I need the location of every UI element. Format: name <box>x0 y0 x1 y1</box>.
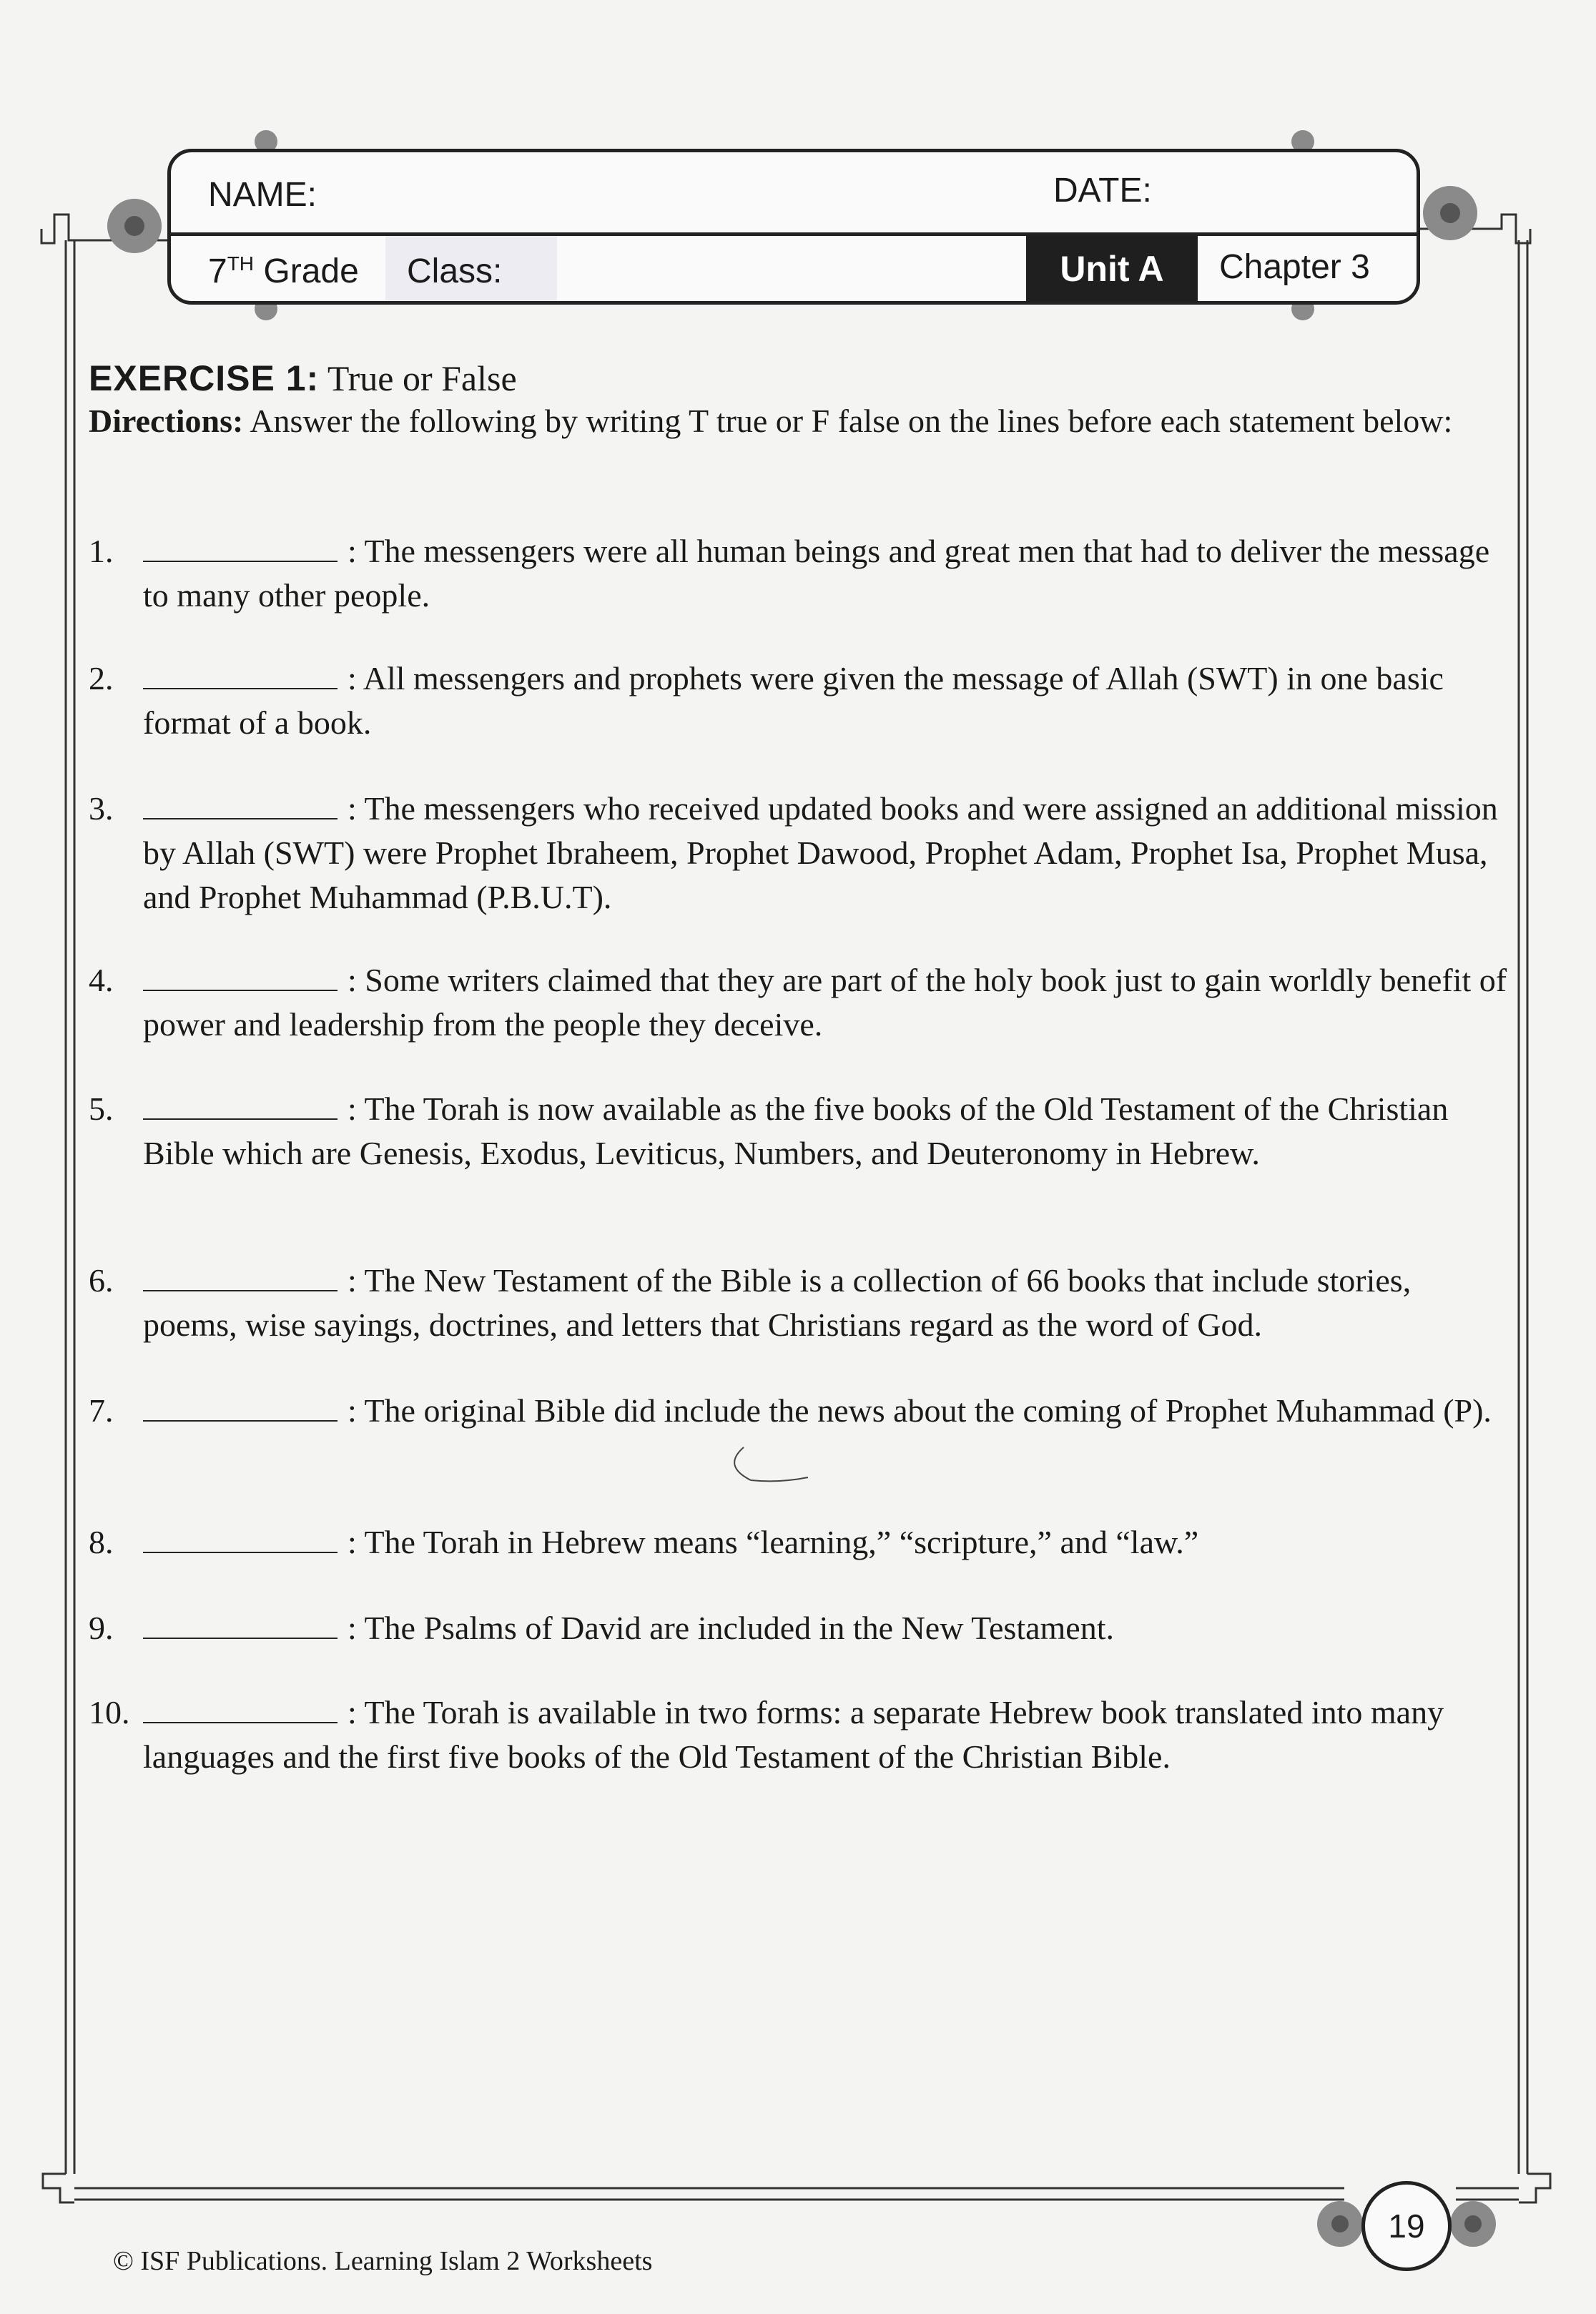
header-box <box>167 149 1420 305</box>
question-8 <box>89 1520 1512 1565</box>
question-number: 10. <box>89 1694 130 1730</box>
directions-text: Answer the following by writing T true or F false on the lines before each statement below: <box>250 403 1453 439</box>
question-number: 7. <box>89 1392 114 1429</box>
name-label: NAME: <box>208 176 317 214</box>
grade-superscript: TH <box>227 252 255 275</box>
question-text: : The messengers who received updated books and were assigned an additional mission by Allah (SWT) were Prophet Ibraheem, Prophet Dawood, Prophet Adam, Prophet Isa, Prophet Musa, and Prophet Muhammad (P.B.U.T). <box>143 790 1498 915</box>
exercise-number: EXERCISE 1: <box>89 358 320 398</box>
answer-blank[interactable] <box>143 1609 338 1639</box>
question-number: 5. <box>89 1090 114 1127</box>
question-text: : The Torah in Hebrew means “learning,” “scripture,” and “law.” <box>348 1524 1199 1560</box>
answer-blank[interactable] <box>143 961 338 991</box>
question-7 <box>89 1389 1512 1433</box>
grade-number: 7 <box>208 252 227 290</box>
question-4 <box>89 958 1512 1047</box>
question-number: 1. <box>89 533 114 569</box>
chapter-label: Chapter 3 <box>1219 248 1370 286</box>
question-text: : Some writers claimed that they are part of the holy book just to gain worldly benefit of power and leadership from the people they deceive. <box>143 962 1507 1043</box>
question-number: 6. <box>89 1262 114 1299</box>
directions <box>89 399 1490 443</box>
answer-blank[interactable] <box>143 1693 338 1723</box>
question-3 <box>89 787 1512 920</box>
date-label: DATE: <box>1053 172 1152 210</box>
question-9 <box>89 1606 1512 1650</box>
question-number: 8. <box>89 1524 114 1560</box>
unit-badge: Unit A <box>1026 236 1198 301</box>
answer-blank[interactable] <box>143 789 338 819</box>
question-text: : All messengers and prophets were given the message of Allah (SWT) in one basic format of a book. <box>143 660 1444 741</box>
question-text: : The New Testament of the Bible is a collection of 66 books that include stories, poems, wise sayings, doctrines, and letters that Christians regard as the word of God. <box>143 1262 1412 1343</box>
question-text: : The Psalms of David are included in the New Testament. <box>348 1610 1114 1646</box>
question-number: 2. <box>89 660 114 696</box>
footer-copyright: © ISF Publications. Learning Islam 2 Worksheets <box>113 2246 653 2276</box>
question-10 <box>89 1690 1512 1779</box>
question-number: 9. <box>89 1610 114 1646</box>
answer-blank[interactable] <box>143 1090 338 1120</box>
class-label: Class: <box>407 252 503 290</box>
answer-blank[interactable] <box>143 1523 338 1553</box>
answer-blank[interactable] <box>143 1392 338 1422</box>
question-text: : The original Bible did include the news about the coming of Prophet Muhammad (P). <box>348 1392 1492 1429</box>
question-text: : The Torah is now available as the five books of the Old Testament of the Christian Bible which are Genesis, Exodus, Leviticus, Numbers, and Deuteronomy in Hebrew. <box>143 1090 1449 1171</box>
header-row-name-date <box>171 152 1417 232</box>
question-6 <box>89 1259 1512 1347</box>
question-text: : The messengers were all human beings and great men that had to deliver the message to many other people. <box>143 533 1490 614</box>
page-number: 19 <box>1361 2181 1452 2271</box>
question-number: 4. <box>89 962 114 998</box>
answer-blank[interactable] <box>143 532 338 562</box>
grade-word: Grade <box>263 252 359 290</box>
answer-blank[interactable] <box>143 1261 338 1291</box>
question-2 <box>89 656 1512 745</box>
question-1 <box>89 529 1512 618</box>
directions-label: Directions: <box>89 403 244 439</box>
question-number: 3. <box>89 790 114 827</box>
question-text: : The Torah is available in two forms: a separate Hebrew book translated into many languages and the first five books of the Old Testament of the Christian Bible. <box>143 1694 1444 1775</box>
header-row-grade-class <box>171 232 1417 301</box>
exercise-subtitle: True or False <box>327 358 517 398</box>
exercise-title <box>89 358 517 399</box>
grade-label <box>208 252 359 291</box>
answer-blank[interactable] <box>143 659 338 689</box>
question-5 <box>89 1087 1512 1176</box>
